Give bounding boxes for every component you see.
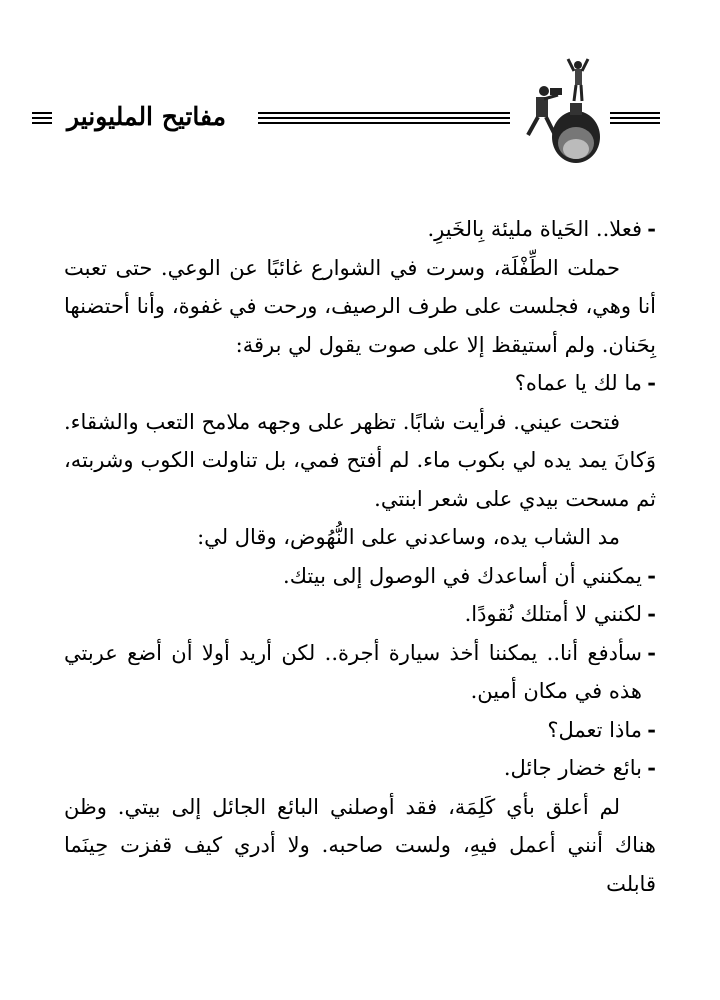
dialog-line: - بائع خضار جائل. bbox=[64, 749, 656, 788]
dialog-line: - سأدفع أنا.. يمكننا أخذ سيارة أجرة.. لكن أريد أولا أن أضع عربتي هذه في مكان أمين. bbox=[64, 634, 656, 711]
paragraph: لم أعلق بأي كَلِمَة، فقد أوصلني البائع الجائل إلى بيتي. وظن هناك أنني أعمل فيهِ، ولست صاحبه. ولا أدري كيف قفزت حِينَما قابلت bbox=[64, 794, 656, 896]
dialog-line: - لكنني لا أمتلك نُقودًا. bbox=[64, 595, 656, 634]
paragraph: فتحت عيني. فرأيت شابًا. تظهر على وجهه ملامح التعب والشقاء. وَكانَ يمد يده لي بكوب ماء. لم أفتح فمي، بل تناولت الكوب وشربته، ثم مسحت بيدي على شعر ابنتي. bbox=[64, 409, 656, 511]
header-rule-left bbox=[32, 112, 52, 125]
dialog-line: - يمكنني أن أساعدك في الوصول إلى بيتك. bbox=[64, 557, 656, 596]
paragraph: مد الشاب يده، وساعدني على النُّهُوض، وقال لي: bbox=[197, 525, 620, 549]
sculpture-logo-icon bbox=[514, 55, 610, 165]
header-rule-middle bbox=[258, 112, 510, 125]
paragraph: حملت الطِّفْلَة، وسرت في الشوارع غائبًا عن الوعي. حتى تعبت أنا وهي، فجلست على طرف الرصيف، ورحت في غفوة، وأنا أحتضنها بِحَنان. ولم أستيقظ إلا على صوت يقول لي برقة: bbox=[64, 255, 656, 357]
header-rule-right bbox=[610, 112, 660, 125]
dialog-line: - فعلا.. الحَياة مليئة بِالخَيرِ. bbox=[64, 210, 656, 249]
page-header bbox=[28, 55, 660, 165]
header-title: مفاتيح المليونير bbox=[66, 102, 226, 131]
page-body bbox=[64, 210, 656, 903]
dialog-line: - ما لك يا عماه؟ bbox=[64, 364, 656, 403]
dialog-line: - ماذا تعمل؟ bbox=[64, 711, 656, 750]
